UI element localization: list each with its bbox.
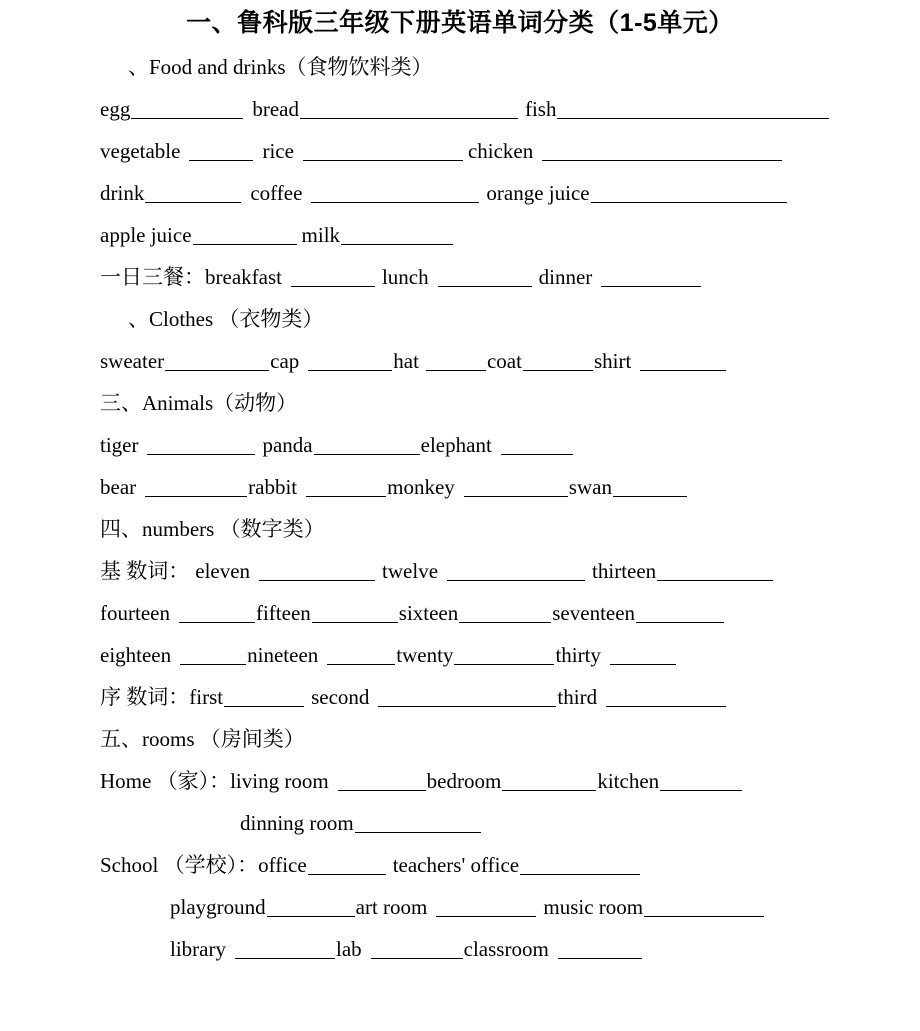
blank-field[interactable] xyxy=(193,225,297,246)
section-heading-clothes xyxy=(0,298,920,340)
vocab-line-food-2 xyxy=(0,130,920,172)
word-lunch: lunch xyxy=(381,264,429,289)
word-thirteen: thirteen xyxy=(592,558,657,583)
blank-field[interactable] xyxy=(224,687,304,708)
section-heading-rooms xyxy=(0,718,920,760)
word-drink: drink xyxy=(100,180,145,205)
blank-field[interactable] xyxy=(501,435,573,456)
section-heading-food-label: 、Food and drinks（食物饮料类） xyxy=(128,54,433,79)
word-apple-juice: apple juice xyxy=(100,222,192,247)
blank-field[interactable] xyxy=(327,645,395,666)
blank-field[interactable] xyxy=(311,183,479,204)
word-thirty: thirty xyxy=(555,642,601,667)
section-heading-numbers-label: 四、numbers （数字类） xyxy=(100,516,325,541)
word-shirt: shirt xyxy=(593,348,632,373)
blank-field[interactable] xyxy=(557,99,829,120)
blank-field[interactable] xyxy=(147,435,255,456)
blank-field[interactable] xyxy=(303,141,463,162)
blank-field[interactable] xyxy=(341,225,453,246)
blank-field[interactable] xyxy=(165,351,269,372)
word-teachers-office: teachers' office xyxy=(392,852,520,877)
word-chicken: chicken xyxy=(467,138,534,163)
label-three-meals: 一日三餐： xyxy=(100,264,205,289)
word-rabbit: rabbit xyxy=(248,474,298,499)
blank-field[interactable] xyxy=(312,603,398,624)
blank-field[interactable] xyxy=(558,939,642,960)
word-fourteen: fourteen xyxy=(100,600,170,625)
word-second: second xyxy=(311,684,370,709)
word-hat: hat xyxy=(393,348,419,373)
blank-field[interactable] xyxy=(459,603,551,624)
word-dinner: dinner xyxy=(538,264,593,289)
blank-field[interactable] xyxy=(300,99,518,120)
blank-field[interactable] xyxy=(640,351,726,372)
vocab-line-animals-1 xyxy=(0,424,920,466)
vocab-line-rooms-home xyxy=(0,760,920,802)
blank-field[interactable] xyxy=(189,141,253,162)
word-third: third xyxy=(557,684,598,709)
word-fish: fish xyxy=(524,96,557,121)
blank-field[interactable] xyxy=(291,267,375,288)
word-art-room: art room xyxy=(355,894,428,919)
blank-field[interactable] xyxy=(235,939,335,960)
word-dinning-room: dinning room xyxy=(240,810,354,835)
blank-field[interactable] xyxy=(436,897,536,918)
blank-field[interactable] xyxy=(657,561,773,582)
blank-field[interactable] xyxy=(145,183,241,204)
blank-field[interactable] xyxy=(464,477,568,498)
word-nineteen: nineteen xyxy=(247,642,319,667)
word-seventeen: seventeen xyxy=(552,600,636,625)
word-kitchen: kitchen xyxy=(597,768,660,793)
blank-field[interactable] xyxy=(591,183,787,204)
section-heading-food xyxy=(0,46,920,88)
blank-field[interactable] xyxy=(306,477,386,498)
word-fifteen: fifteen xyxy=(255,600,311,625)
word-coat: coat xyxy=(486,348,522,373)
blank-field[interactable] xyxy=(426,351,486,372)
vocab-line-food-1 xyxy=(0,88,920,130)
blank-field[interactable] xyxy=(338,771,426,792)
word-egg: egg xyxy=(100,96,131,121)
word-bear: bear xyxy=(100,474,137,499)
blank-field[interactable] xyxy=(454,645,554,666)
word-milk: milk xyxy=(301,222,341,247)
section-heading-rooms-label: 五、rooms （房间类） xyxy=(100,726,305,751)
word-rice: rice xyxy=(262,138,294,163)
blank-field[interactable] xyxy=(179,603,255,624)
blank-field[interactable] xyxy=(314,435,420,456)
vocab-line-numbers-1 xyxy=(0,550,920,592)
word-playground: playground xyxy=(170,894,266,919)
word-elephant: elephant xyxy=(420,432,492,457)
blank-field[interactable] xyxy=(542,141,782,162)
blank-field[interactable] xyxy=(447,561,585,582)
blank-field[interactable] xyxy=(267,897,355,918)
blank-field[interactable] xyxy=(502,771,596,792)
blank-field[interactable] xyxy=(660,771,742,792)
blank-field[interactable] xyxy=(308,855,386,876)
vocab-line-animals-2 xyxy=(0,466,920,508)
word-eleven: eleven xyxy=(195,558,251,583)
vocab-line-rooms-school-2 xyxy=(0,886,920,928)
blank-field[interactable] xyxy=(355,813,481,834)
vocab-line-food-4 xyxy=(0,214,920,256)
word-living-room: living room xyxy=(230,768,329,793)
blank-field[interactable] xyxy=(601,267,701,288)
label-school: School （学校）： xyxy=(100,852,259,877)
vocab-line-rooms-school xyxy=(0,844,920,886)
blank-field[interactable] xyxy=(520,855,640,876)
blank-field[interactable] xyxy=(180,645,246,666)
word-orange-juice: orange juice xyxy=(486,180,590,205)
word-bread: bread xyxy=(252,96,299,121)
word-bedroom: bedroom xyxy=(426,768,502,793)
word-eighteen: eighteen xyxy=(100,642,172,667)
blank-field[interactable] xyxy=(259,561,375,582)
section-heading-animals-label: 三、Animals（动物） xyxy=(100,390,298,415)
page-title: 一、鲁科版三年级下册英语单词分类（1-5单元） xyxy=(186,9,734,37)
word-twelve: twelve xyxy=(382,558,439,583)
blank-field[interactable] xyxy=(371,939,463,960)
word-cap: cap xyxy=(270,348,300,373)
word-breakfast: breakfast xyxy=(205,264,282,289)
blank-field[interactable] xyxy=(610,645,676,666)
vocab-line-numbers-2 xyxy=(0,592,920,634)
word-first: first xyxy=(189,684,224,709)
word-music-room: music room xyxy=(543,894,644,919)
word-swan: swan xyxy=(568,474,612,499)
blank-field[interactable] xyxy=(308,351,392,372)
section-heading-animals xyxy=(0,382,920,424)
vocab-line-food-5 xyxy=(0,256,920,298)
blank-field[interactable] xyxy=(606,687,726,708)
vocab-line-numbers-4 xyxy=(0,676,920,718)
blank-field[interactable] xyxy=(378,687,556,708)
blank-field[interactable] xyxy=(145,477,247,498)
label-cardinal-numbers: 基 数词： xyxy=(100,558,190,583)
word-monkey: monkey xyxy=(387,474,455,499)
label-ordinal-numbers: 序 数词： xyxy=(100,684,190,709)
word-sweater: sweater xyxy=(100,348,165,373)
blank-field[interactable] xyxy=(438,267,532,288)
vocab-line-clothes-1 xyxy=(0,340,920,382)
word-library: library xyxy=(170,936,226,961)
word-office: office xyxy=(258,852,307,877)
word-vegetable: vegetable xyxy=(100,138,181,163)
blank-field[interactable] xyxy=(613,477,687,498)
word-lab: lab xyxy=(335,936,362,961)
section-heading-numbers xyxy=(0,508,920,550)
word-panda: panda xyxy=(262,432,313,457)
vocab-line-rooms-school-3 xyxy=(0,928,920,970)
blank-field[interactable] xyxy=(636,603,724,624)
word-sixteen: sixteen xyxy=(398,600,459,625)
vocab-line-rooms-dinning xyxy=(0,802,920,844)
blank-field[interactable] xyxy=(131,99,243,120)
vocab-line-numbers-3 xyxy=(0,634,920,676)
word-coffee: coffee xyxy=(250,180,303,205)
word-tiger: tiger xyxy=(100,432,139,457)
label-home: Home （家）： xyxy=(100,768,231,793)
word-twenty: twenty xyxy=(396,642,454,667)
vocab-line-food-3 xyxy=(0,172,920,214)
blank-field[interactable] xyxy=(523,351,593,372)
blank-field[interactable] xyxy=(644,897,764,918)
section-heading-clothes-label: 、Clothes （衣物类） xyxy=(128,306,324,331)
word-classroom: classroom xyxy=(463,936,549,961)
